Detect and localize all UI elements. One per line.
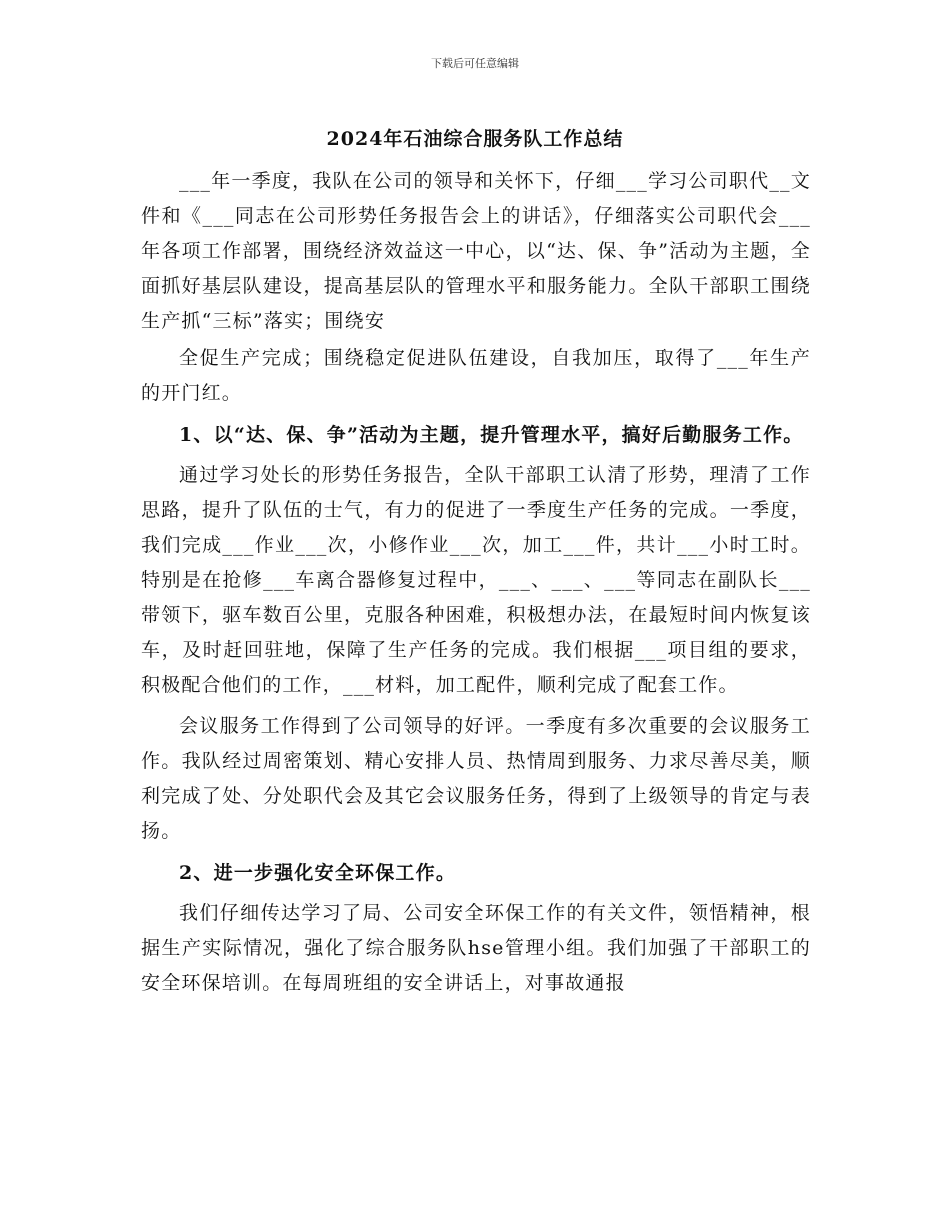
section-2-paragraph: 我们仔细传达学习了局、公司安全环保工作的有关文件，领悟精神，根据生产实际情况，强化了综合服务队hse管理小组。我们加强了干部职工的安全环保培训。在每周班组的安全讲话上，对事故通报: [141, 902, 811, 994]
intro-paragraph-continued: 全促生产完成；围绕稳定促进队伍建设，自我加压，取得了___年生产的开门红。: [141, 347, 811, 404]
section-1-heading: 1、以“达、保、争”活动为主题，提升管理水平，搞好后勤服务工作。: [179, 424, 804, 446]
section-1-paragraph: 会议服务工作得到了公司领导的好评。一季度有多次重要的会议服务工作。我队经过周密策划、精心安排人员、热情周到服务、力求尽善尽美，顺利完成了处、分处职代会及其它会议服务任务，得到了上级领导的肯定与表扬。: [141, 715, 811, 842]
header-note: 下载后可任意编辑: [431, 57, 519, 70]
intro-paragraph: ___年一季度，我队在公司的领导和关怀下，仔细___学习公司职代__文件和《___同志在公司形势任务报告会上的讲话》，仔细落实公司职代会___年各项工作部署，围绕经济效益这一中心，以“达、保、争”活动为主题，全面抓好基层队建设，提高基层队的管理水平和服务能力。全队干部职工围绕生产抓“三标”落实；围绕安: [141, 170, 811, 332]
section-1-paragraph: 通过学习处长的形势任务报告，全队干部职工认清了形势，理清了工作思路，提升了队伍的士气，有力的促进了一季度生产任务的完成。一季度，我们完成___作业___次，小修作业___次，加工___件，共计___小时工时。特别是在抢修___车离合器修复过程中，___、___、___等同志在副队长___带领下，驱车数百公里，克服各种困难，积极想办法，在最短时间内恢复该车，及时赶回驻地，保障了生产任务的完成。我们根据___项目组的要求，积极配合他们的工作，___材料，加工配件，顺利完成了配套工作。: [141, 464, 811, 696]
document-body: [141, 164, 811, 1007]
section-2-heading: 2、进一步强化安全环保工作。: [179, 862, 457, 884]
document-title: 2024年石油综合服务队工作总结: [326, 128, 624, 150]
